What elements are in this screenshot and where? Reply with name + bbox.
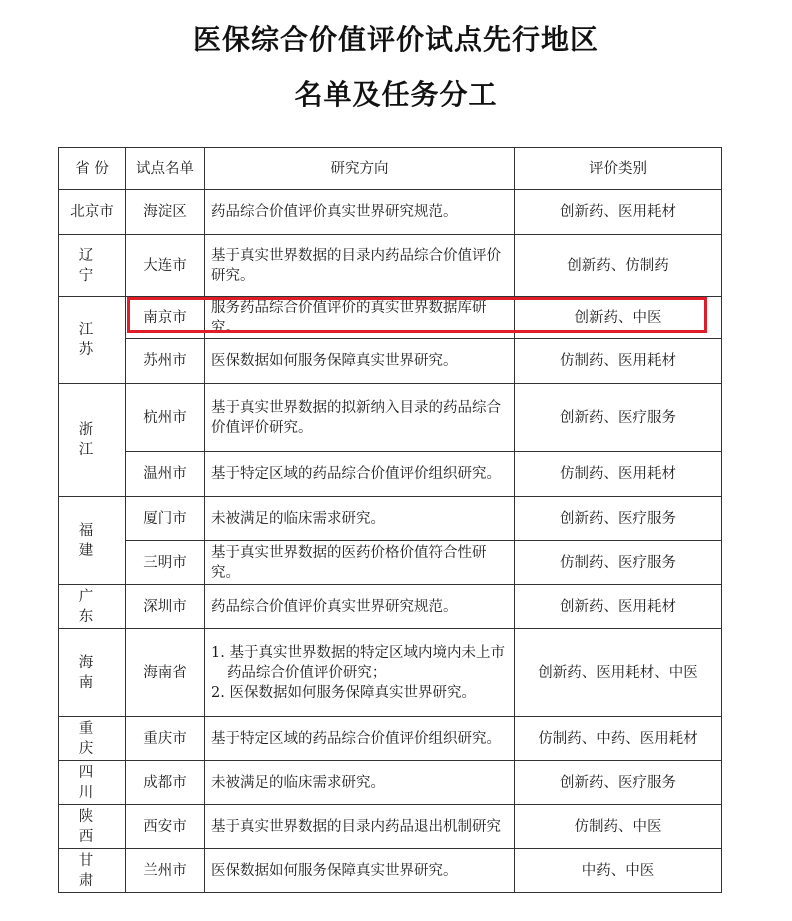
category-cell: 创新药、仿制药 — [515, 235, 722, 297]
category-cell: 中药、中医 — [515, 849, 722, 893]
category-cell: 创新药、中医 — [515, 297, 722, 339]
category-cell: 创新药、医用耗材、中医 — [515, 629, 722, 717]
category-cell: 创新药、医用耗材 — [515, 190, 722, 235]
direction-cell — [205, 629, 515, 717]
direction-cell: 基于真实世界数据的目录内药品退出机制研究 — [205, 805, 515, 849]
table-row — [59, 849, 722, 893]
table-row — [59, 235, 722, 297]
table-row — [59, 585, 722, 629]
province-cell: 甘 肃 — [59, 849, 126, 893]
table-row — [59, 339, 722, 384]
direction-cell: 医保数据如何服务保障真实世界研究。 — [205, 849, 515, 893]
category-cell: 仿制药、中医 — [515, 805, 722, 849]
pilot-cell: 兰州市 — [126, 849, 205, 893]
direction-item: 1. 基于真实世界数据的特定区域内境内未上市药品综合价值评价研究； — [211, 644, 505, 681]
direction-cell: 服务药品综合价值评价的真实世界数据库研究。 — [205, 297, 515, 339]
pilot-cell: 海南省 — [126, 629, 205, 717]
table-header-row — [59, 148, 722, 190]
direction-cell: 医保数据如何服务保障真实世界研究。 — [205, 339, 515, 384]
province-cell: 海 南 — [59, 629, 126, 717]
direction-cell: 基于特定区域的药品综合价值评价组织研究。 — [205, 452, 515, 497]
table-row — [59, 805, 722, 849]
province-cell: 四 川 — [59, 761, 126, 805]
direction-cell: 未被满足的临床需求研究。 — [205, 497, 515, 541]
pilot-cell: 厦门市 — [126, 497, 205, 541]
direction-cell: 药品综合价值评价真实世界研究规范。 — [205, 190, 515, 235]
province-cell: 浙 江 — [59, 384, 126, 497]
header-pilot: 试点名单 — [126, 148, 205, 190]
pilot-cell: 温州市 — [126, 452, 205, 497]
direction-cell: 基于真实世界数据的医药价格价值符合性研究。 — [205, 541, 515, 585]
table-row — [59, 541, 722, 585]
table-row — [59, 497, 722, 541]
pilot-cell: 海淀区 — [126, 190, 205, 235]
direction-cell: 基于真实世界数据的目录内药品综合价值评价研究。 — [205, 235, 515, 297]
pilot-cell: 成都市 — [126, 761, 205, 805]
header-category: 评价类别 — [515, 148, 722, 190]
document-title-line2: 名单及任务分工 — [294, 78, 498, 111]
category-cell: 仿制药、医用耗材 — [515, 452, 722, 497]
province-cell: 重 庆 — [59, 717, 126, 761]
province-cell: 陕 西 — [59, 805, 126, 849]
category-cell: 创新药、医疗服务 — [515, 384, 722, 452]
pilot-cell: 大连市 — [126, 235, 205, 297]
province-cell: 辽 宁 — [59, 235, 126, 297]
province-cell: 福 建 — [59, 497, 126, 585]
direction-item: 2. 医保数据如何服务保障真实世界研究。 — [211, 684, 476, 701]
pilot-cell: 重庆市 — [126, 717, 205, 761]
pilot-cell: 深圳市 — [126, 585, 205, 629]
province-cell: 江 苏 — [59, 297, 126, 384]
table-row — [59, 761, 722, 805]
pilot-cell: 三明市 — [126, 541, 205, 585]
direction-cell: 药品综合价值评价真实世界研究规范。 — [205, 585, 515, 629]
category-cell: 仿制药、医用耗材 — [515, 339, 722, 384]
category-cell: 仿制药、中药、医用耗材 — [515, 717, 722, 761]
direction-cell: 基于特定区域的药品综合价值评价组织研究。 — [205, 717, 515, 761]
category-cell: 仿制药、医疗服务 — [515, 541, 722, 585]
table-row — [59, 452, 722, 497]
pilot-regions-table — [58, 147, 722, 893]
table-row — [59, 384, 722, 452]
pilot-cell: 杭州市 — [126, 384, 205, 452]
category-cell: 创新药、医疗服务 — [515, 761, 722, 805]
province-cell: 北京市 — [59, 190, 126, 235]
table-row — [59, 297, 722, 339]
header-province: 省 份 — [59, 148, 126, 190]
direction-cell: 基于真实世界数据的拟新纳入目录的药品综合价值评价研究。 — [205, 384, 515, 452]
document-title-line1: 医保综合价值评价试点先行地区 — [192, 23, 599, 56]
province-cell: 广 东 — [59, 585, 126, 629]
pilot-cell: 西安市 — [126, 805, 205, 849]
table-row — [59, 629, 722, 717]
pilot-cell: 苏州市 — [126, 339, 205, 384]
category-cell: 创新药、医疗服务 — [515, 497, 722, 541]
header-direction: 研究方向 — [205, 148, 515, 190]
table-row — [59, 717, 722, 761]
table-row — [59, 190, 722, 235]
category-cell: 创新药、医用耗材 — [515, 585, 722, 629]
direction-cell: 未被满足的临床需求研究。 — [205, 761, 515, 805]
pilot-cell: 南京市 — [126, 297, 205, 339]
